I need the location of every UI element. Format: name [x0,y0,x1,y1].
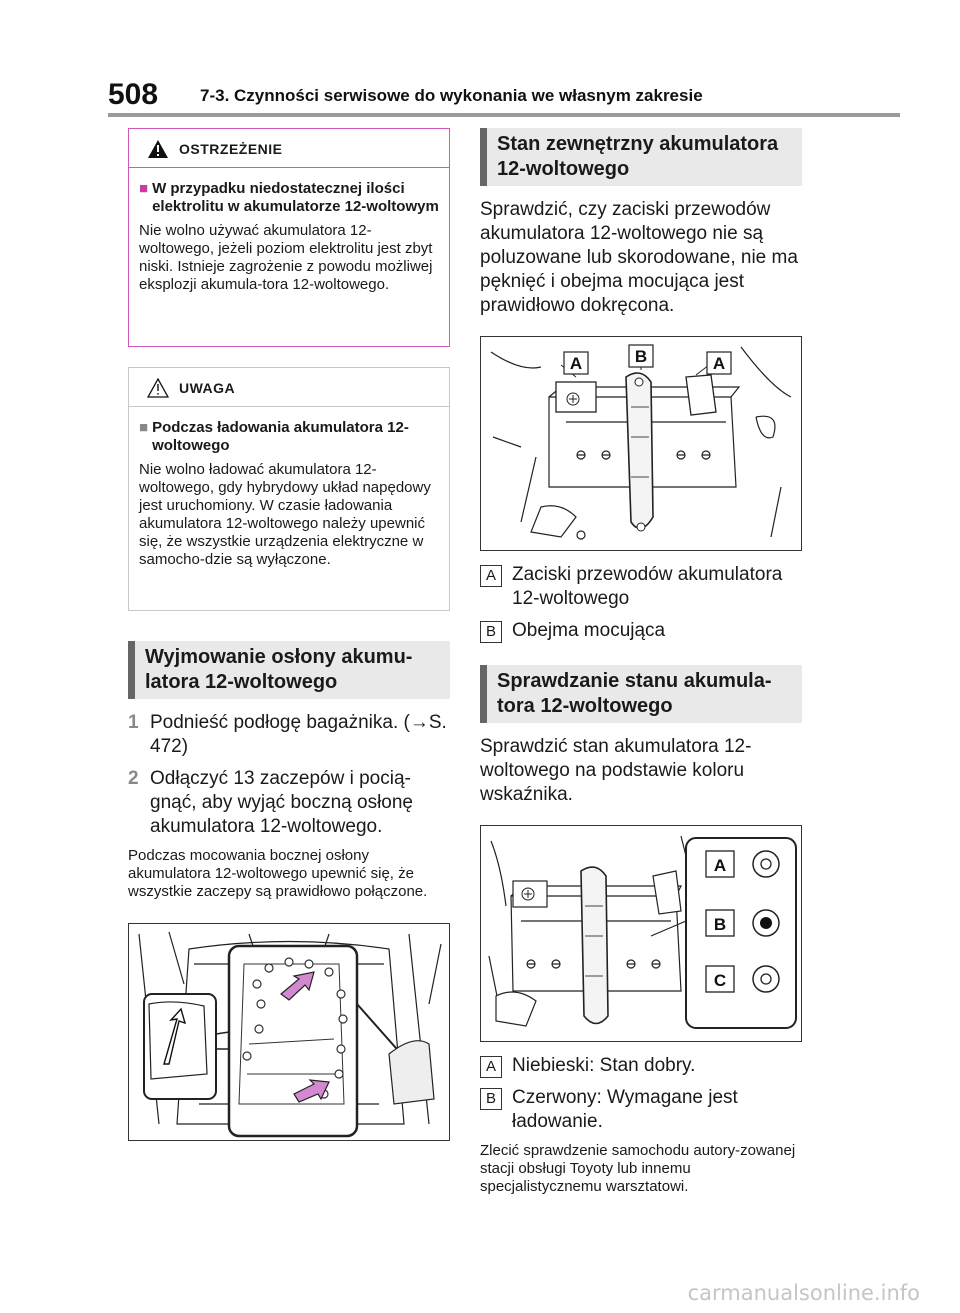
cover-removal-illustration [128,923,450,1141]
warning-label: OSTRZEŻENIE [179,141,283,157]
notice-label: UWAGA [179,380,236,396]
section-heading-condition: Sprawdzanie stanu akumula-tora 12-woltowego [480,665,802,723]
condition-text: Sprawdzić stan akumulatora 12-woltowego na podstawie koloru wskaźnika. [480,736,752,805]
step-text: Odłączyć 13 zaczepów i pocią-gnąć, aby wyjąć boczną osłonę akumulatora 12-woltowego. [150,768,413,837]
indicator-diagram [481,826,802,1042]
notice-box [128,367,450,611]
callout-a-right: A [712,354,726,373]
indicator-tag-b: B [713,915,727,934]
watermark: carmanualsonline.info [687,1281,920,1305]
chapter-title: 7-3. Czynności serwisowe do wykonania we własnym zakresie [200,86,703,105]
page-number: 508 [108,78,159,111]
warning-header [129,129,449,168]
legend-text: Niebieski: Stan dobry. [512,1055,696,1076]
right-column [480,128,802,1196]
battery-terminal-illustration [480,336,802,551]
legend-text: Czerwony: Wymagane jest ładowanie. [512,1087,738,1132]
notice-item [139,419,439,455]
warning-box [128,128,450,347]
legend-item-b [480,619,802,643]
warning-triangle-icon [147,139,169,159]
callout-a-left: A [569,354,583,373]
step-1 [128,711,450,759]
warning-body [129,174,449,306]
exterior-text: Sprawdzić, czy zaciski przewodów akumulatora 12-woltowego nie są poluzowane lub skorodowane, nie ma pęknięć i obejma mocująca jest prawidłowo dokręcona. [480,199,798,316]
indicator-tag-c: C [713,971,727,990]
callout-b: B [634,347,648,366]
notice-text: Nie wolno ładować akumulatora 12-woltowego, gdy hybrydowy układ napędowy jest uruchomiony. W czasie ładowania akumulatora 12-woltowego należy upewnić się, że wszystkie urządzenia elektryczne w samocho-dzie są wyłączone. [139,461,431,568]
legend-tag: B [480,621,502,643]
warning-item-title: W przypadku niedostatecznej ilości elektrolitu w akumulatorze 12-woltowym [152,180,439,215]
square-bullet-icon: ■ [139,419,149,436]
step-2 [128,767,450,839]
step-number: 2 [128,768,139,789]
condition-note: Zlecić sprawdzenie samochodu autory-zowanej stacji obsługi Toyoty lub innemu specjalistycznemu warsztatowi. [480,1142,796,1195]
condition-legend-a [480,1054,802,1078]
legend-tag: B [480,1088,502,1110]
notice-body [129,413,449,581]
condition-legend-b [480,1086,802,1134]
section-heading-removal: Wyjmowanie osłony akumu-latora 12-woltowego [128,641,450,699]
warning-text: Nie wolno używać akumulatora 12-woltowego, jeżeli poziom elektrolitu jest zbyt niski. Istnieje zagrożenie z powodu możliwej eksplozji akumula-tora 12-woltowego. [139,222,433,293]
trunk-diagram [129,924,450,1141]
square-bullet-icon: ■ [139,180,149,197]
notice-header [129,368,449,407]
warning-item [139,180,439,216]
caution-triangle-icon [147,378,169,398]
left-column [128,128,450,1141]
legend-text: Obejma mocująca [512,620,666,641]
removal-note: Podczas mocowania bocznej osłony akumulatora 12-woltowego upewnić się, że wszystkie zaczepy są prawidłowo połączone. [128,847,428,900]
legend-tag: A [480,1056,502,1078]
step-number: 1 [128,712,139,733]
indicator-illustration [480,825,802,1042]
indicator-tag-a: A [713,856,727,875]
legend-text: Zaciski przewodów akumulatora 12-woltowego [512,564,783,609]
battery-diagram [481,337,802,551]
legend-item-a [480,563,802,611]
section-heading-exterior: Stan zewnętrzny akumulatora 12-woltowego [480,128,802,186]
step-text: Podnieść podłogę bagażnika. (→S. 472) [150,712,447,757]
legend-tag: A [480,565,502,587]
notice-item-title: Podczas ładowania akumulatora 12-woltowego [152,419,409,454]
header-rule [108,113,900,117]
